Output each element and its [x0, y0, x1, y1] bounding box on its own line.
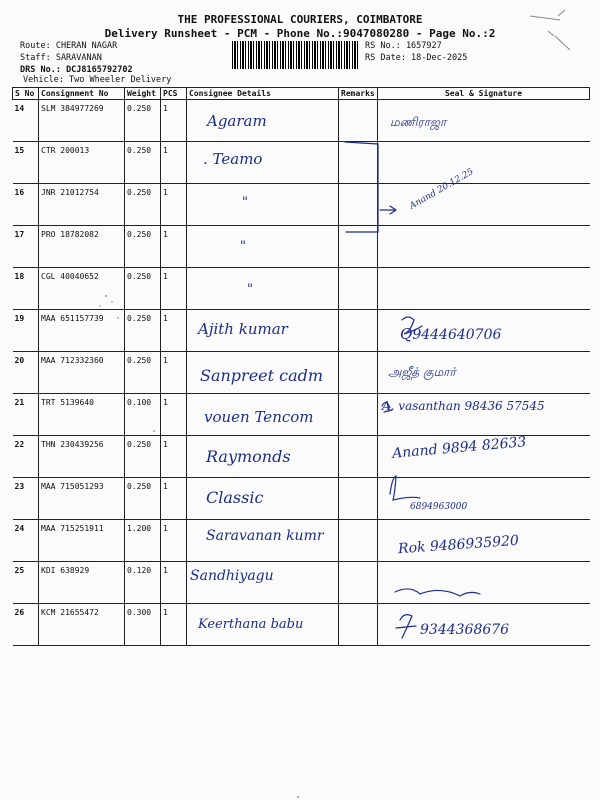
cell-sno: 23 — [13, 478, 39, 520]
cell-pcs: 1 — [161, 394, 187, 436]
cell-consignment-no: THN 230439256 — [39, 436, 125, 478]
cell-pcs: 1 — [161, 310, 187, 352]
cell-consignment-no: KCM 21655472 — [39, 604, 125, 646]
cell-weight: 0.250 — [125, 100, 161, 142]
col-header-remarks: Remarks — [339, 88, 378, 100]
cell-sno: 24 — [13, 520, 39, 562]
cell-pcs: 1 — [161, 100, 187, 142]
cell-sno: 21 — [13, 394, 39, 436]
cell-consignment-no: MAA 715251911 — [39, 520, 125, 562]
cell-sno: 25 — [13, 562, 39, 604]
bracket-arrow — [380, 206, 396, 214]
col-header-seal: Seal & Signature — [378, 88, 590, 100]
cell-consignment-no: TRT 5139640 — [39, 394, 125, 436]
cell-consignment-no: MAA 651157739 — [39, 310, 125, 352]
vehicle-label: Vehicle: Two Wheeler Delivery — [23, 75, 172, 85]
signature-squiggle — [382, 402, 392, 412]
signature-squiggle — [402, 317, 422, 334]
cell-weight: 0.100 — [125, 394, 161, 436]
cell-consignment-no: SLM 384977269 — [39, 100, 125, 142]
cell-pcs: 1 — [161, 562, 187, 604]
runsheet-subtitle: Delivery Runsheet - PCM - Phone No.:9047080280 - Page No.:2 — [104, 27, 496, 40]
cell-consignment-no: CGL 40040652 — [39, 268, 125, 310]
cell-sno: 16 — [13, 184, 39, 226]
rs-date: RS Date: 18-Dec-2025 — [365, 53, 468, 63]
handwritten-consignee: . Teamo — [203, 150, 263, 168]
cell-weight: 0.250 — [125, 226, 161, 268]
cell-consignment-no: CTR 200013 — [39, 142, 125, 184]
cell-weight: 0.120 — [125, 562, 161, 604]
cell-consignment-no: KDI 638929 — [39, 562, 125, 604]
cell-weight: 0.250 — [125, 268, 161, 310]
handwritten-consignee: Classic — [206, 488, 264, 507]
handwritten-signature: 6894963000 — [410, 502, 468, 512]
cell-pcs: 1 — [161, 226, 187, 268]
handwritten-consignee: vouen Tencom — [204, 408, 314, 426]
signature-squiggle — [390, 476, 420, 500]
handwritten-signature: 9344368676 — [420, 622, 510, 638]
cell-pcs: 1 — [161, 520, 187, 562]
cell-weight: 0.250 — [125, 352, 161, 394]
cell-sno: 22 — [13, 436, 39, 478]
handwritten-signature: Anand 20.12.25 — [408, 166, 476, 212]
cell-sno: 17 — [13, 226, 39, 268]
cell-sno: 19 — [13, 310, 39, 352]
cell-weight: 0.250 — [125, 436, 161, 478]
col-header-weight: Weight — [125, 88, 161, 100]
cell-weight: 0.250 — [125, 184, 161, 226]
cell-pcs: 1 — [161, 436, 187, 478]
handwritten-consignee: Sanpreet cadm — [200, 366, 324, 385]
handwritten-consignee: " — [242, 195, 248, 210]
cell-sno: 26 — [13, 604, 39, 646]
handwritten-signature: அஜீத் குமார் — [388, 365, 456, 379]
cell-weight: 0.250 — [125, 310, 161, 352]
handwritten-consignee: Saravanan kumr — [206, 528, 324, 544]
handwritten-consignee: Agaram — [207, 112, 267, 130]
handwritten-consignee: Sandhiyagu — [190, 568, 274, 584]
handwritten-consignee: Ajith kumar — [198, 320, 288, 338]
remarks-bracket — [345, 142, 378, 232]
signature-squiggle — [396, 615, 416, 638]
col-header-consignment: Consignment No — [39, 88, 125, 100]
cell-weight: 0.250 — [125, 142, 161, 184]
rs-number: RS No.: 1657927 — [365, 41, 442, 51]
cell-pcs: 1 — [161, 268, 187, 310]
cell-pcs: 1 — [161, 184, 187, 226]
col-header-pcs: PCS — [161, 88, 187, 100]
col-header-consignee: Consignee Details — [187, 88, 339, 100]
handwritten-consignee: " — [240, 239, 246, 254]
signature-squiggle — [395, 589, 480, 596]
staff-label: Staff: SARAVANAN — [20, 53, 102, 63]
cell-weight: 1.200 — [125, 520, 161, 562]
drs-value: DCJ8165792702 — [66, 65, 133, 75]
cell-pcs: 1 — [161, 142, 187, 184]
signature-phone: 9486935920 — [429, 532, 520, 555]
cell-pcs: 1 — [161, 604, 187, 646]
cell-sno: 14 — [13, 100, 39, 142]
route-label: Route: CHERAN NAGAR — [20, 41, 118, 51]
cell-sno: 15 — [13, 142, 39, 184]
handwritten-signature: A. vasanthan 98436 57545 — [382, 399, 545, 413]
handwritten-signature: Rok 9486935920 — [397, 532, 520, 558]
cell-weight: 0.300 — [125, 604, 161, 646]
cell-sno: 20 — [13, 352, 39, 394]
handwritten-signature: மணிராஜா — [390, 115, 447, 129]
drs-label: DRS No.: — [20, 65, 67, 75]
runsheet-title: THE PROFESSIONAL COURIERS, COIMBATORE — [177, 13, 423, 26]
cell-consignment-no: JNR 21012754 — [39, 184, 125, 226]
cell-sno: 18 — [13, 268, 39, 310]
cell-consignment-no: MAA 712332360 — [39, 352, 125, 394]
handwritten-consignee: " — [247, 282, 253, 297]
cell-pcs: 1 — [161, 478, 187, 520]
handwritten-consignee: Keerthana babu — [198, 617, 304, 632]
cell-pcs: 1 — [161, 352, 187, 394]
handwritten-consignee: Raymonds — [206, 447, 291, 466]
handwritten-signature: Q9444640706 — [400, 325, 502, 343]
signature-phone: 9444640706 — [412, 327, 502, 343]
cell-consignment-no: MAA 715051293 — [39, 478, 125, 520]
cell-consignment-no: PRO 18782082 — [39, 226, 125, 268]
col-header-sno: S No — [13, 88, 39, 100]
cell-weight: 0.250 — [125, 478, 161, 520]
handwritten-signature: Anand 9894 82633 — [391, 434, 527, 462]
